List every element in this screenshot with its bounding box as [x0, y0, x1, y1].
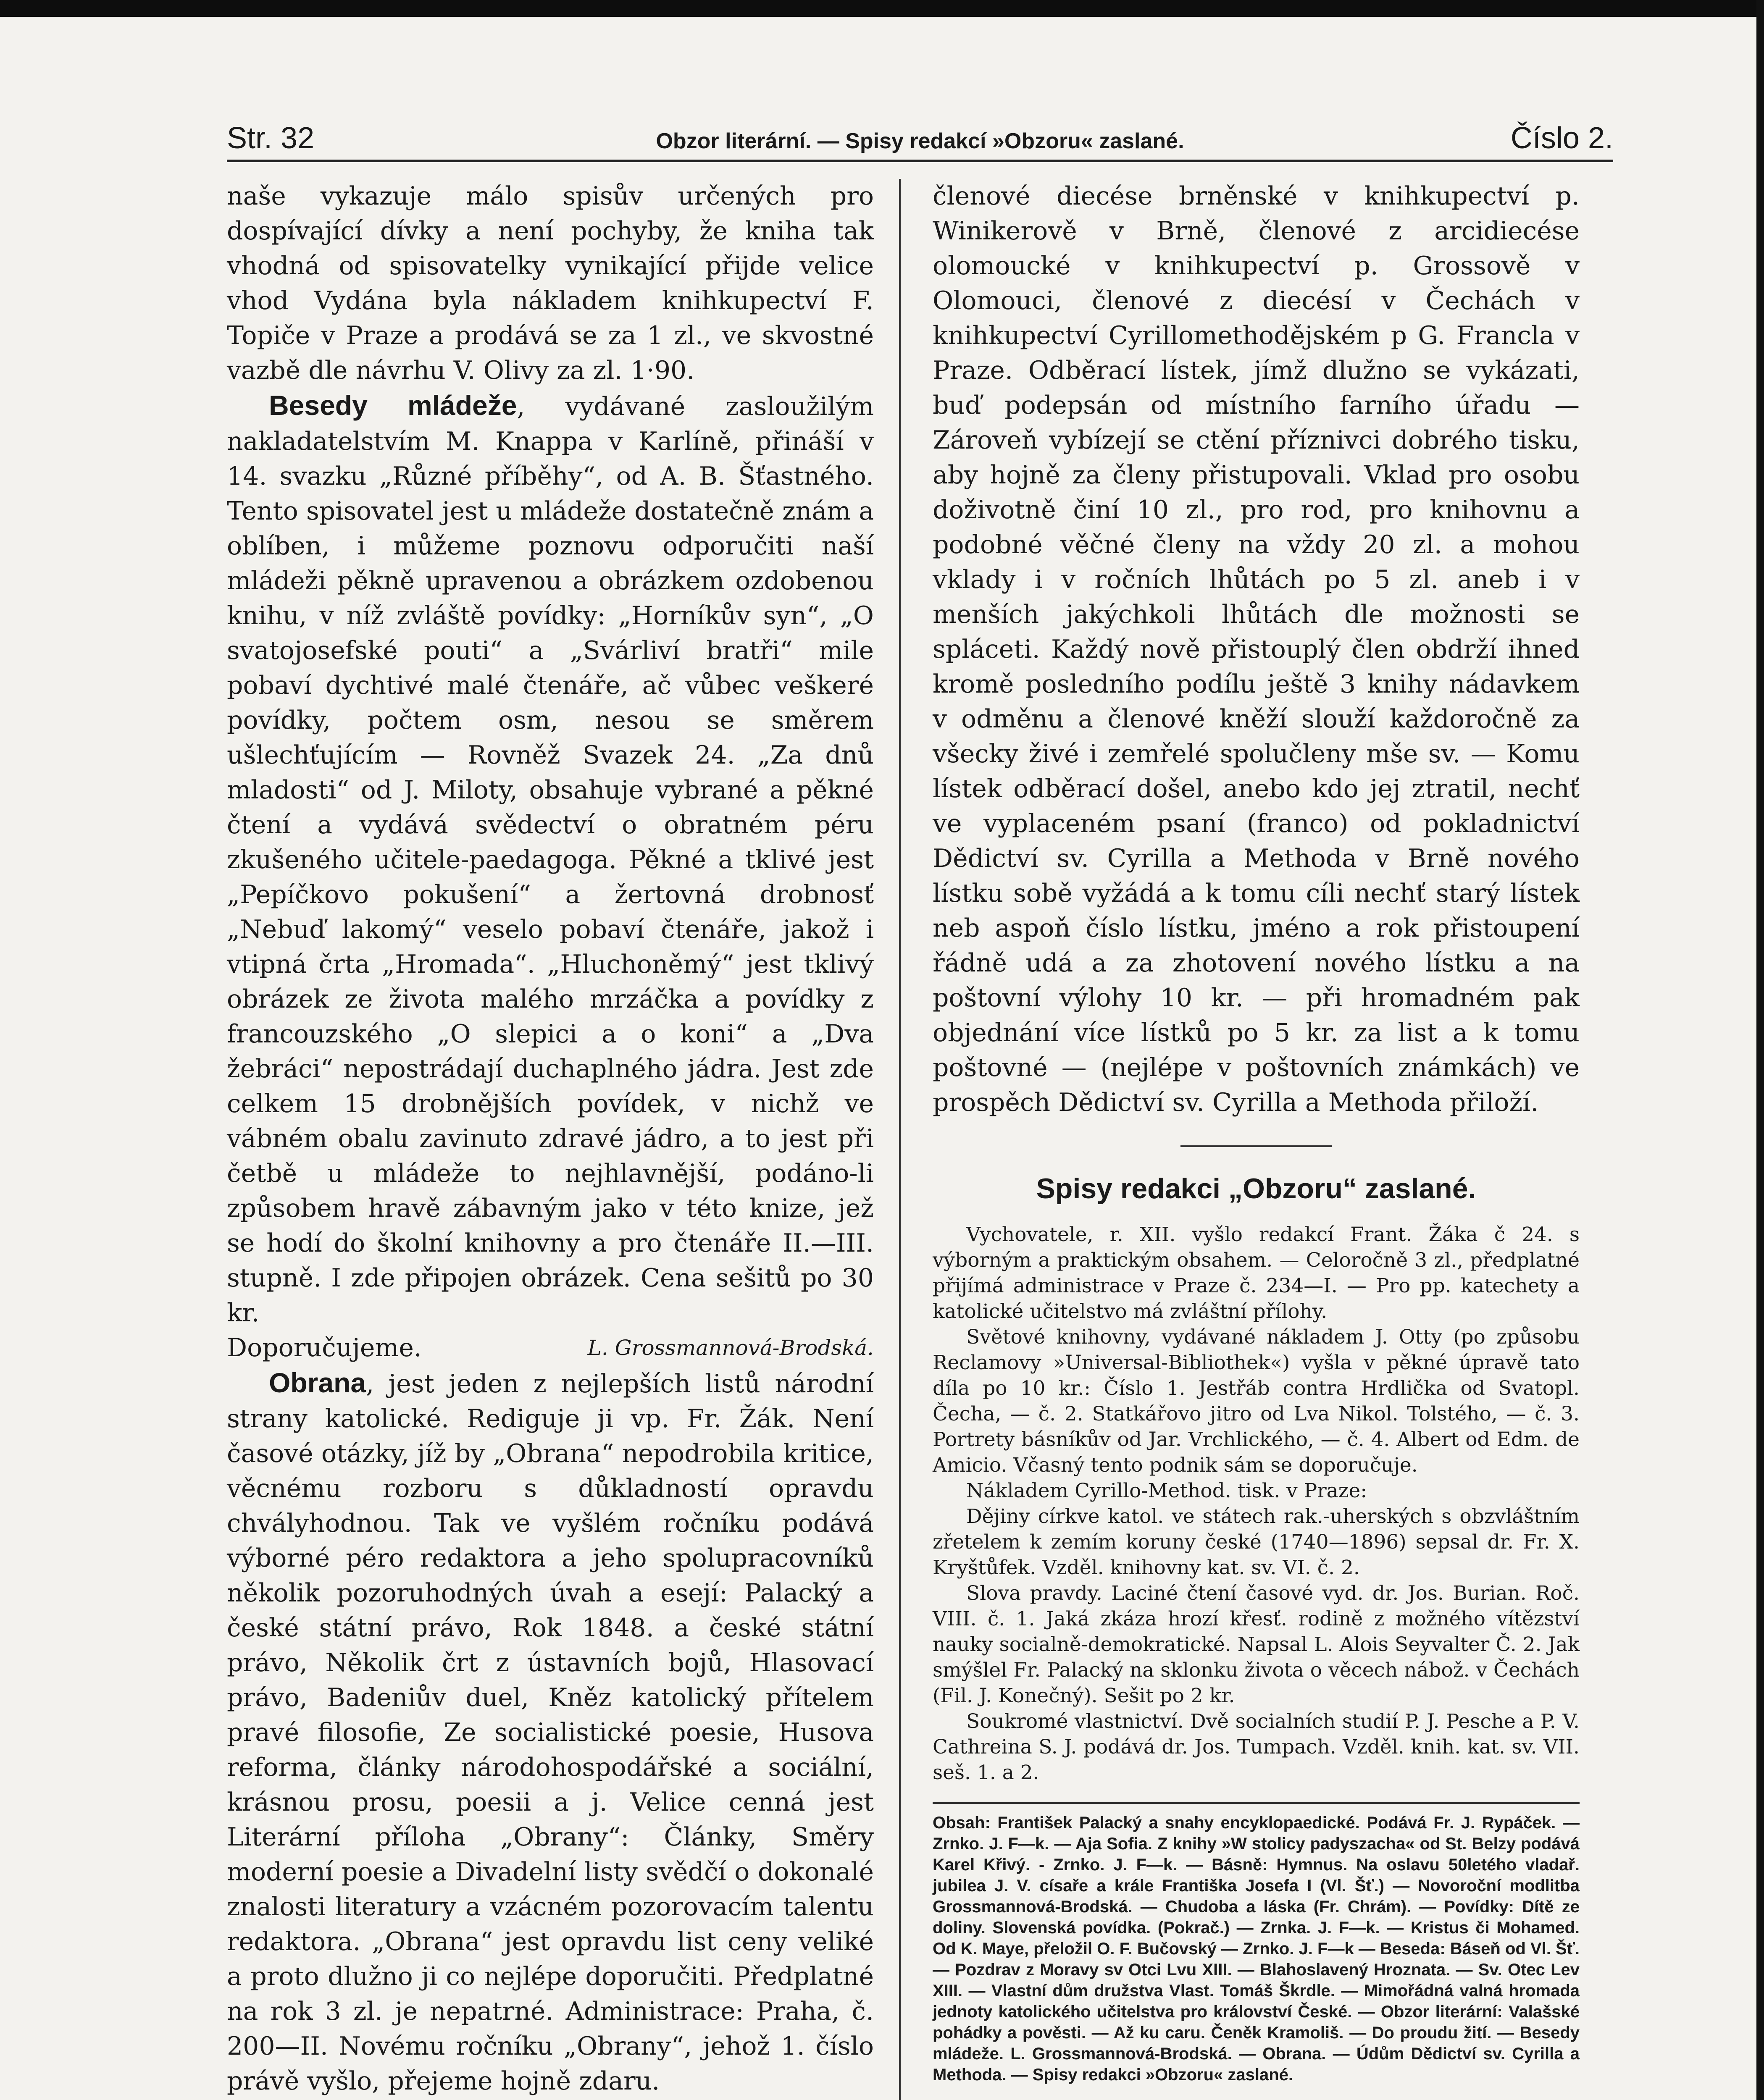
right-column	[933, 179, 1580, 2085]
section-rule	[1180, 1145, 1332, 1147]
recommend-text: Doporučujeme.	[227, 1333, 422, 1362]
entry-slova-pravdy: Slova pravdy. Laciné čtení časové vyd. dr. Jos. Burian. Roč. VIII. č. 1. Jaká zkáza hrozí křesť. rodině z možného vítězství nauky socialně-demokratické. Napsal L. Alois Seyvalter Č. 2. Jak smýšlel Fr. Palacký na sklonku života o věcech nábož. v Čechách (Fil. J. Konečný). Sešit po 2 kr.	[933, 1582, 1580, 1707]
section-title: Spisy redakci „Obzoru“ zaslané.	[1036, 1173, 1476, 1205]
page-header	[227, 113, 1613, 162]
recommend-line	[227, 1331, 874, 1365]
entry-nakladem: Nákladem Cyrillo-Method. tisk. v Praze:	[966, 1479, 1367, 1502]
paragraph-continued: naše vykazuje málo spisův určených pro dospívající dívky a není pochyby, že kniha tak vhodná od spisovatelky vynikající přijde velice vhod Vydána byla nákladem knihkupectví F. Topiče v Praze a prodává se za 1 zl., ve skvostné vazbě dle návrhu V. Olivy za zl. 1·90.	[227, 181, 874, 385]
table-of-contents: Obsah: František Palacký a snahy encyklopaedické. Podává Fr. J. Rypáček. — Zrnko. J. F—k. — Aja Sofia. Z knihy »W stolicy padyszacha« od St. Belzy podává Karel Křivý. - Zrnko. J. F—k. — Básně: Hymnus. Na oslavu 50letého vladař. jubilea J. V. císaře a krále Františka Josefa I (Vl. Šť.) — Novoroční modlitba Grossmannová-Brodská. — Chudoba a láska (Fr. Chrám). — Povídky: Dítě ze doliny. Slovenská povídka. (Pokrač.) — Zrnka. J. F—k. — Kristus či Mohamed. Od K. Maye, přeložil O. F. Bučovský — Zrnko. J. F—k — Beseda: Báseň od Vl. Šť. — Pozdrav z Moravy sv Otci Lvu XIII. — Blahoslavený Hroznata. — Sv. Otec Lev XIII. — Vlastní dům družstva Vlast. Tomáš Škrdle. — Mimořádná valná hromada jednoty katolického učitelstva pro království České. — Obzor literární: Valašské pohádky a pověsti. — Až ku caru. Čeněk Kramoliš. — Do proudu žití. — Besedy mládeže. L. Grossmannová-Brodská. — Obrana. — Údům Dědictví sv. Cyrilla a Methoda. — Spisy redakci »Obzoru« zaslané.	[933, 1802, 1580, 2085]
issue-number: Číslo 2.	[1510, 121, 1613, 155]
left-column	[227, 179, 874, 2100]
entry-soukrome: Soukromé vlastnictví. Dvě socialních studií P. J. Pesche a P. V. Cathreina S. J. podává dr. Jos. Tumpach. Vzděl. knih. kat. sv. VII. seš. 1. a 2.	[933, 1710, 1580, 1784]
page	[227, 113, 1613, 2100]
heading-obrana: Obrana	[269, 1367, 366, 1398]
scan-right-edge	[1756, 0, 1764, 2100]
column-divider	[899, 179, 901, 2100]
entry-dejiny: Dějiny církve katol. ve státech rak.-uherských s obzvláštním zřetelem k zemím koruny české (1740—1896) sepsal dr. Fr. X. Kryštůfek. Vzděl. knihovny kat. sv. VI. č. 2.	[933, 1505, 1580, 1579]
paragraph-besedy	[227, 388, 874, 1331]
heading-besedy: Besedy mládeže	[269, 390, 517, 421]
paragraph-obrana	[227, 1365, 874, 2099]
text-obrana: , jest jeden z nejlepších listů národní strany katolické. Rediguje ji vp. Fr. Žák. Není časové otázky, jíž by „Obrana“ nepodrobila kritice, věcnému rozboru s důkladností opravdu chvályhodnou. Tak ve vyšlém ročníku podává výborné péro redaktora a jeho spolupracovníků několik pozoruhodných úvah a esejí: Palacký a české státní právo, Rok 1848. a české státní právo, Několik črt z ústavních bojů, Hlasovací právo, Badeniův duel, Kněz katolický přítelem pravé filosofie, Ze socialistické poesie, Husova reforma, články národohospodářské a sociální, krásnou prosu, poesii a j. Velice cenná jest Literární příloha „Obrany“: Články, Směry moderní poesie a Divadelní listy svědčí o dokonalé znalosti literatury a vzácném pozorovacím talentu redaktora. „Obrana“ jest opravdu list ceny veliké a proto dlužno ji co nejlépe doporučiti. Předplatné na rok 3 zl. je nepatrné. Administrace: Praha, č. 200—II. Novému ročníku „Obrany“, jehož 1. číslo právě vyšlo, přejeme hojně zdaru.	[227, 1369, 874, 2096]
page-number: Str. 32	[227, 121, 315, 155]
entry-svetove-knihovny: Světové knihovny, vydávané nákladem J. Otty (po způsobu Reclamovy »Universal-Bibliothek«) vyšla v pěkné úpravě tato díla po 10 kr.: Číslo 1. Jestřáb contra Hrdlička od Svatopl. Čecha, — č. 2. Statkářovo jitro od Lva Nikol. Tolstého, — č. 3. Portrety básníkův od Jar. Vrchlického, — č. 4. Albert od Edm. de Amicio. Včasný tento podnik sám se doporučuje.	[933, 1326, 1580, 1477]
entry-vychovatel: Vychovatele, r. XII. vyšlo redakcí Frant. Žáka č 24. s výborným a praktickým obsahem. — Celoročně 3 zl., předplatné přijímá administrace v Praze č. 234—I. — Pro pp. katechety a katolické učitelstvo má zvláštní přílohy.	[933, 1223, 1580, 1323]
text-besedy: , vydávané zasloužilým nakladatelstvím M. Knappa v Karlíně, přináší v 14. svazku „Různé příběhy“, od A. B. Šťastného. Tento spisovatel jest u mládeže dostatečně znám a oblíben, i můžeme poznovu odporučiti naší mládeži pěkně upravenou a obrázkem ozdobenou knihu, v níž zvláště povídky: „Horníkův syn“, „O svatojosefské pouti“ a „Svárliví bratři“ mile pobaví dychtivé malé čtenáře, ač vůbec veškeré povídky, počtem osm, nesou se směrem ušlechťujícím — Rovněž Svazek 24. „Za dnů mladosti“ od J. Miloty, obsahuje vybrané a pěkné čtení a vydává svědectví o obratném péru zkušeného učitele-paedagoga. Pěkné a tklivé jest „Pepíčkovo pokušení“ a žertovná drobnosť „Nebuď lakomý“ veselo pobaví čtenáře, jakož i vtipná črta „Hromada“. „Hluchoněmý“ jest tklivý obrázek ze života malého mrzáčka a povídky z francouzského „O slepici a o koni“ a „Dva žebráci“ nepostrádají duchaplného jádra. Jest zde celkem 15 drobnějších povídek, v nichž ve vábném obalu zavinuto zdravé jádro, a to jest při četbě u mládeže to nejhlavnější, podáno-li způsobem hravě zábavným jako v této knize, jež se hodí do školní knihovny a pro čtenáře II.—III. stupně. I zde připojen obrázek. Cena sešitů po 30 kr.	[227, 392, 874, 1328]
sent-books-list	[933, 1222, 1580, 1785]
paragraph-members: členové diecése brněnské v knihkupectví p. Winikerově v Brně, členové z arcidiecése olomoucké v knihkupectví p. Grossově v Olomouci, členové z diecésí v Čechách v knihkupectví Cyrillomethodějském p G. Francla v Praze. Odběrací lístek, jímž dlužno se vykázati, buď podepsán od místního farního úřadu — Zároveň vybízejí se ctění příznivci dobrého tisku, aby hojně za členy přistupovali. Vklad pro osobu doživotně činí 10 zl., pro rod, pro knihovnu a podobné věčné členy na vždy 20 zl. a mohou vklady i v ročních lhůtách po 5 zl. aneb i v menších jakýchkoli lhůtách dle možnosti se spláceti. Každý nově přistouplý člen obdrží ihned kromě posledního podílu ještě 3 knihy nádavkem v odměnu a členové kněží slouží každoročně za všecky živé i zemřelé spolučleny mše sv. — Komu lístek odběrací došel, anebo kdo jej ztratil, nechť ve vyplaceném psaní (franco) od pokladnictví Dědictví sv. Cyrilla a Methoda v Brně nového lístku sobě vyžádá a k tomu cíli nechť starý lístek neb aspoň číslo lístku, jméno a rok přistoupení řádně udá a za zhotovení nového lístku a na poštovní výlohy 10 kr. — při hromadném pak objednání více lístků po 5 kr. za list a k tomu poštovné — (nejlépe v poštovních známkách) ve prospěch Dědictví sv. Cyrilla a Methoda přiloží.	[933, 181, 1580, 1117]
columns	[227, 179, 1613, 2100]
scan-top-edge	[0, 0, 1764, 17]
signature: L. Grossmannová-Brodská.	[587, 1336, 874, 1360]
running-title: Obzor literární. — Spisy redakcí »Obzoru« zaslané.	[656, 129, 1184, 153]
